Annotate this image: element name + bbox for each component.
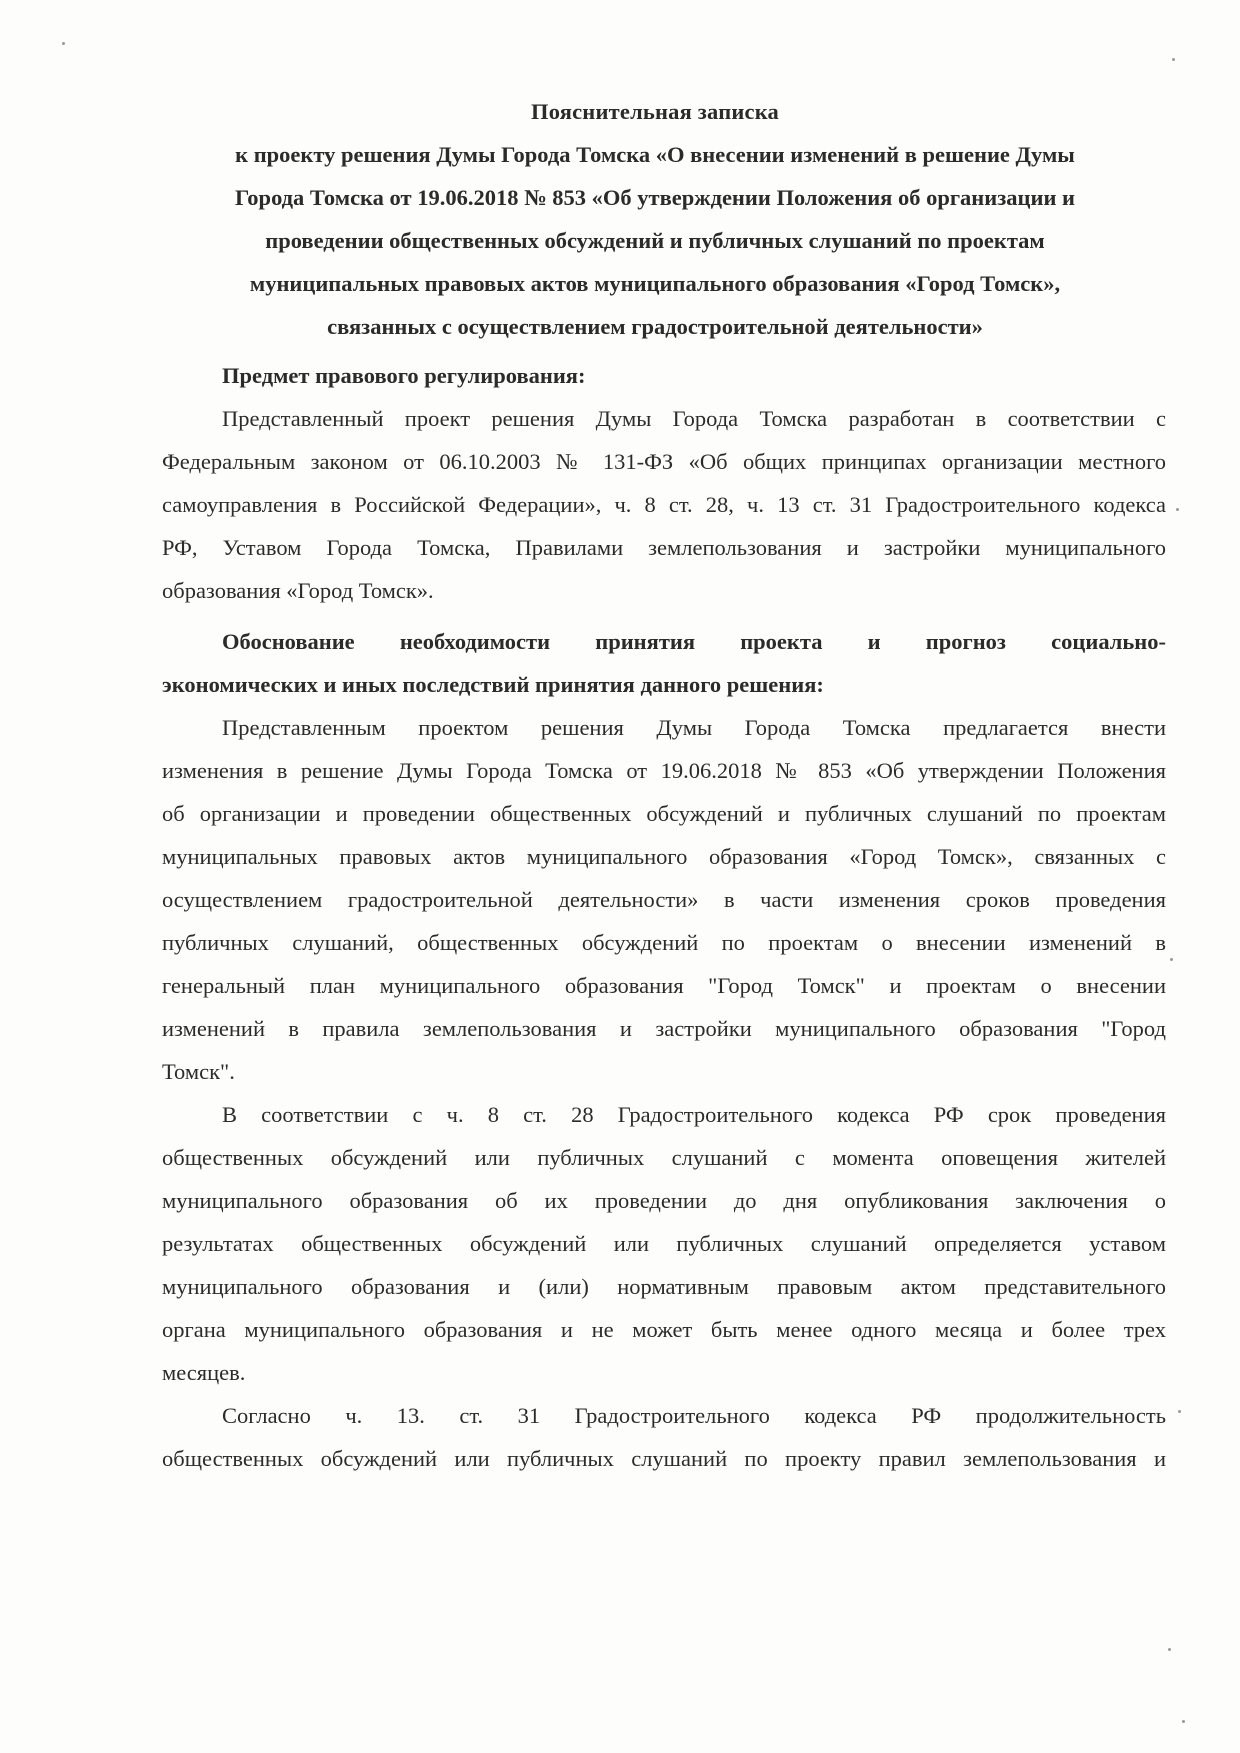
paragraph-line: Томск". — [162, 1059, 235, 1084]
scan-speck — [1182, 1720, 1185, 1723]
paragraph-line: осуществлением градостроительной деятельности» в части изменения сроков проведения — [162, 887, 1166, 912]
title-line: к проекту решения Думы Города Томска «О внесении изменений в решение Думы — [235, 142, 1075, 167]
title-line: проведении общественных обсуждений и публичных слушаний по проектам — [265, 228, 1045, 253]
scan-speck — [1176, 508, 1179, 511]
paragraph-line: публичных слушаний, общественных обсуждений по проектам о внесении изменений в — [162, 930, 1166, 955]
document-title — [150, 90, 1160, 348]
scan-speck — [1178, 1410, 1181, 1413]
section-justification — [162, 620, 1166, 1480]
paragraph-line: В соответствии с ч. 8 ст. 28 Градостроительного кодекса РФ срок проведения — [222, 1102, 1166, 1127]
paragraph-line: общественных обсуждений или публичных слушаний по проекту правил землепользования и — [162, 1446, 1166, 1471]
paragraph-line: об организации и проведении общественных обсуждений и публичных слушаний по проектам — [162, 801, 1166, 826]
paragraph-line: генеральный план муниципального образования "Город Томск" и проектам о внесении — [162, 973, 1166, 998]
paragraph-line: месяцев. — [162, 1360, 246, 1385]
paragraph-line: муниципального образования и (или) нормативным правовым актом представительного — [162, 1274, 1166, 1299]
paragraph-line: изменений в правила землепользования и застройки муниципального образования "Город — [162, 1016, 1166, 1041]
paragraph-line: общественных обсуждений или публичных слушаний с момента оповещения жителей — [162, 1145, 1166, 1170]
paragraph-line: Согласно ч. 13. ст. 31 Градостроительного кодекса РФ продолжительность — [222, 1403, 1166, 1428]
paragraph-line: изменения в решение Думы Города Томска от 19.06.2018 № 853 «Об утверждении Положения — [162, 758, 1166, 783]
paragraph-line: самоуправления в Российской Федерации», ч. 8 ст. 28, ч. 13 ст. 31 Градостроительного кодекса — [162, 492, 1166, 517]
paragraph-line: муниципальных правовых актов муниципального образования «Город Томск», связанных с — [162, 844, 1166, 869]
section-regulation-subject — [162, 354, 1166, 612]
paragraph-line: РФ, Уставом Города Томска, Правилами землепользования и застройки муниципального — [162, 535, 1166, 560]
title-line: связанных с осуществлением градостроительной деятельности» — [327, 314, 983, 339]
paragraph-line: органа муниципального образования и не может быть менее одного месяца и более трех — [162, 1317, 1166, 1342]
scan-speck — [62, 42, 65, 45]
scan-speck — [1168, 1648, 1171, 1651]
section-heading: Предмет правового регулирования: — [222, 363, 586, 388]
paragraph-line: образования «Город Томск». — [162, 578, 434, 603]
section-heading: экономических и иных последствий принятия данного решения: — [162, 672, 824, 697]
paragraph-line: муниципального образования об их проведении до дня опубликования заключения о — [162, 1188, 1166, 1213]
title-line: муниципальных правовых актов муниципального образования «Город Томск», — [249, 271, 1061, 296]
paragraph-line: Представленным проектом решения Думы Города Томска предлагается внести — [222, 715, 1166, 740]
paragraph-line: результатах общественных обсуждений или публичных слушаний определяется уставом — [162, 1231, 1166, 1256]
scan-speck — [1172, 58, 1175, 61]
paragraph-line: Федеральным законом от 06.10.2003 № 131-ФЗ «Об общих принципах организации местного — [162, 449, 1166, 474]
scan-speck — [1170, 958, 1173, 961]
title-line: Города Томска от 19.06.2018 № 853 «Об утверждении Положения об организации и — [234, 185, 1076, 210]
section-heading: Обоснование необходимости принятия проекта и прогноз социально- — [222, 629, 1166, 654]
paragraph-line: Представленный проект решения Думы Города Томска разработан в соответствии с — [222, 406, 1166, 431]
title-heading: Пояснительная записка — [531, 99, 779, 124]
